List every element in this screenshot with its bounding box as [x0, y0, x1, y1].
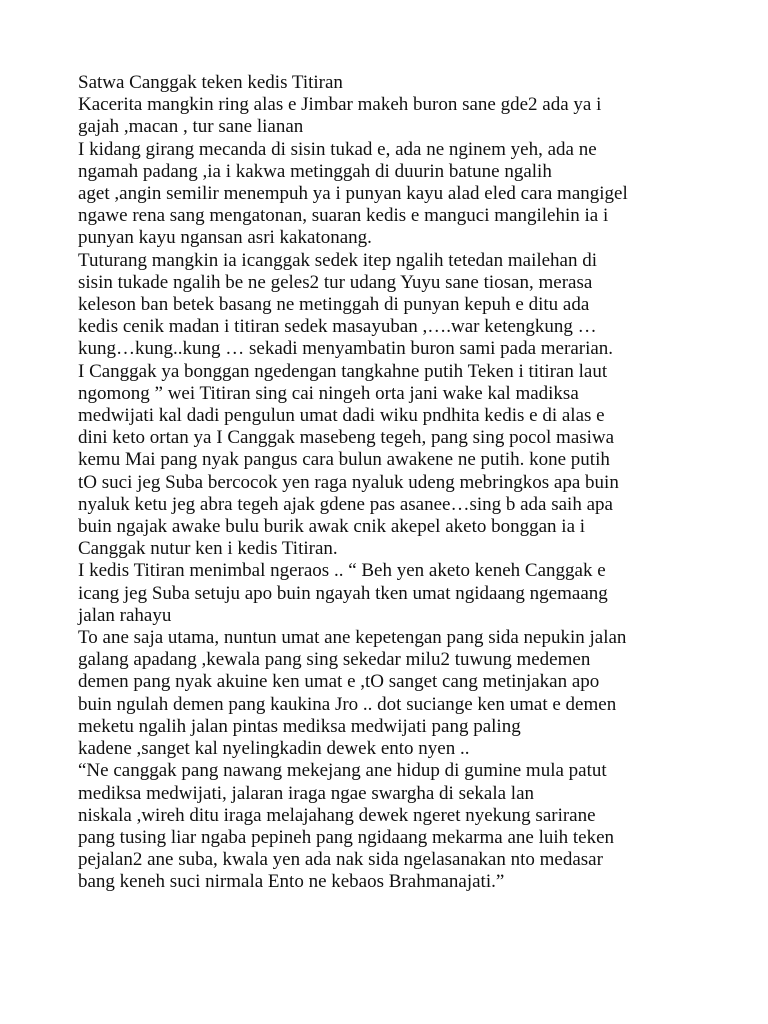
text-line: tO suci jeg Suba bercocok yen raga nyaluk udeng mebringkos apa buin: [78, 471, 619, 493]
text-line: ngomong ” wei Titiran sing cai ningeh orta jani wake kal madiksa: [78, 382, 579, 404]
text-line: sisin tukade ngalih be ne geles2 tur udang Yuyu sane tiosan, merasa: [78, 271, 593, 293]
text-line: kung…kung..kung … sekadi menyambatin buron sami pada merarian.: [78, 338, 614, 360]
text-line: To ane saja utama, nuntun umat ane kepetengan pang sida nepukin jalan: [78, 627, 627, 649]
text-line: nyaluk ketu jeg abra tegeh ajak gdene pas asanee…sing b ada saih apa: [78, 493, 613, 515]
text-line: I Canggak ya bonggan ngedengan tangkahne putih Teken i titiran laut: [78, 360, 608, 382]
document-page: [78, 72, 718, 894]
text-line: Canggak nutur ken i kedis Titiran.: [78, 538, 338, 560]
text-line: keleson ban betek basang ne metinggah di punyan kepuh e ditu ada: [78, 294, 590, 316]
text-line: Tuturang mangkin ia icanggak sedek itep ngalih tetedan mailehan di: [78, 249, 598, 271]
text-line: jalan rahayu: [78, 604, 172, 626]
text-line: bang keneh suci nirmala Ento ne kebaos Brahmanajati.”: [78, 871, 505, 893]
text-line: meketu ngalih jalan pintas mediksa medwijati pang paling: [78, 715, 521, 737]
text-line: mediksa medwijati, jalaran iraga ngae swargha di sekala lan: [78, 782, 534, 804]
text-line: dini keto ortan ya I Canggak masebeng tegeh, pang sing pocol masiwa: [78, 427, 615, 449]
text-line: pejalan2 ane suba, kwala yen ada nak sida ngelasanakan nto medasar: [78, 849, 603, 871]
text-line: buin ngulah demen pang kaukina Jro .. dot suciange ken umat e demen: [78, 693, 617, 715]
text-line: Kacerita mangkin ring alas e Jimbar makeh buron sane gde2 ada ya i: [78, 94, 602, 116]
text-line: gajah ,macan , tur sane lianan: [78, 116, 304, 138]
text-line: medwijati kal dadi pengulun umat dadi wiku pndhita kedis e di alas e: [78, 405, 605, 427]
text-line: demen pang nyak akuine ken umat e ,tO sanget cang metinjakan apo: [78, 671, 600, 693]
text-line: kedis cenik madan i titiran sedek masayuban ,….war ketengkung …: [78, 316, 597, 338]
text-line: pang tusing liar ngaba pepineh pang ngidaang mekarma ane luih teken: [78, 826, 615, 848]
text-line: galang apadang ,kewala pang sing sekedar milu2 tuwung medemen: [78, 649, 591, 671]
text-line: ngamah padang ,ia i kakwa metinggah di duurin batune ngalih: [78, 160, 552, 182]
text-line: kadene ,sanget kal nyelingkadin dewek ento nyen ..: [78, 738, 470, 760]
text-line: niskala ,wireh ditu iraga melajahang dewek ngeret nyekung sarirane: [78, 804, 596, 826]
text-line: I kidang girang mecanda di sisin tukad e, ada ne nginem yeh, ada ne: [78, 138, 597, 160]
text-line: punyan kayu ngansan asri kakatonang.: [78, 227, 372, 249]
text-line: “Ne canggak pang nawang mekejang ane hidup di gumine mula patut: [78, 760, 607, 782]
document-title: Satwa Canggak teken kedis Titiran: [78, 72, 343, 93]
text-line: I kedis Titiran menimbal ngeraos .. “ Beh yen aketo keneh Canggak e: [78, 560, 606, 582]
text-line: ngawe rena sang mengatonan, suaran kedis e manguci mangilehin ia i: [78, 205, 609, 227]
text-line: aget ,angin semilir menempuh ya i punyan kayu alad eled cara mangigel: [78, 183, 628, 205]
text-line: kemu Mai pang nyak pangus cara bulun awakene ne putih. kone putih: [78, 449, 610, 471]
text-line: icang jeg Suba setuju apo buin ngayah tken umat ngidaang ngemaang: [78, 582, 608, 604]
text-line: buin ngajak awake bulu burik awak cnik akepel aketo bonggan ia i: [78, 516, 586, 538]
